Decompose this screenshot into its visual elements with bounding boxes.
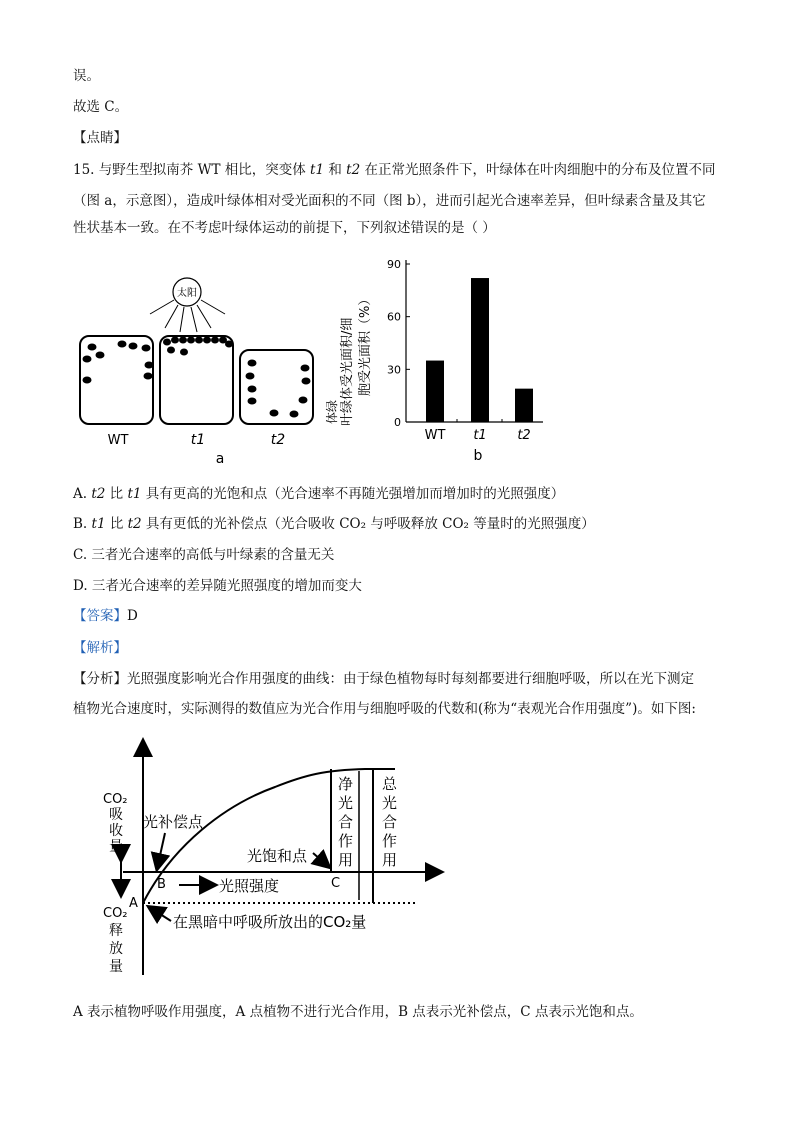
prev-text-2: 故选 C。 (73, 99, 129, 115)
total-label-1: 总 (382, 775, 398, 793)
y-label-line-1: 叶绿体受光面积/细 (340, 317, 355, 426)
saturation-arrow (313, 853, 329, 867)
total-label-4: 作 (382, 832, 398, 850)
note-heading: 【点睛】 (73, 130, 127, 146)
mutant-t1: t1 (310, 162, 325, 178)
answer-value: D (127, 608, 138, 624)
option-a-text: 比 (105, 486, 128, 502)
caption-b: b (473, 448, 483, 464)
point-b: B (157, 877, 166, 892)
co2-bottom-label: CO₂ (103, 906, 128, 921)
sun-label: 太阳 (177, 288, 197, 299)
chloroplasts-t1 (163, 337, 233, 356)
option-b-text-2: 具有更低的光补偿点（光合吸收 CO₂ 与呼吸释放 CO₂ 等量时的光照强度） (141, 516, 595, 532)
label-t1: t1 (190, 432, 206, 448)
absorb-label-3: 量 (109, 839, 123, 855)
net-label-4: 作 (338, 832, 354, 850)
bar-wt (426, 361, 444, 422)
y-tick-label: 60 (387, 310, 401, 324)
answer (73, 606, 138, 626)
label-t2: t2 (270, 432, 286, 448)
x-tick-label: t2 (517, 428, 531, 443)
dark-respiration-label: 在黑暗中呼吸所放出的CO₂量 (173, 913, 367, 931)
dark-resp-arrow (149, 907, 171, 921)
net-label-2: 光 (338, 794, 354, 812)
answer-label: 【答案】 (73, 608, 127, 624)
analysis-line-2: 植物光合速度时，实际测得的数值应为光合作用与细胞呼吸的代数和(称为“表观光合作用强度”)。如下图: (73, 701, 696, 717)
release-label-3: 量 (109, 959, 123, 975)
analysis-sub-heading: 【分析】 (73, 671, 127, 687)
sun-rays (150, 300, 225, 332)
release-label-1: 释 (109, 923, 123, 939)
question-stem-line-2: （图 a，示意图），造成叶绿体相对受光面积的不同（图 b），进而引起光合速率差异，但叶绿素含量及其它 (73, 193, 706, 209)
bar-t2 (515, 389, 533, 422)
net-label-3: 合 (338, 813, 354, 831)
total-label-2: 光 (382, 794, 398, 812)
y-label-fold: 体绿 (325, 399, 339, 424)
net-label-5: 用 (338, 851, 354, 869)
stem-text: 在正常光照条件下，叶绿体在叶肉细胞中的分布及位置不同 (360, 162, 716, 178)
question-number: 15. (73, 162, 95, 178)
option-b-text: 比 (105, 516, 128, 532)
option-c[interactable]: C. 三者光合速率的高低与叶绿素的含量无关 (73, 547, 335, 563)
option-a[interactable] (73, 484, 564, 504)
option-b[interactable] (73, 514, 595, 534)
option-a-text-2: 具有更高的光饱和点（光合速率不再随光强增加而增加时的光照强度） (141, 486, 565, 502)
absorb-label-1: 吸 (109, 807, 123, 823)
y-tick-label: 90 (387, 258, 401, 271)
y-tick-label: 0 (394, 416, 401, 429)
figure-a (70, 270, 340, 470)
chloroplasts-t2 (246, 360, 311, 418)
bar-chart (387, 258, 543, 443)
option-b-label: B. (73, 516, 88, 532)
option-a-mutant: t2 (91, 486, 106, 502)
conclusion: A 表示植物呼吸作用强度，A 点植物不进行光合作用，B 点表示光补偿点，C 点表示光饱和点。 (73, 1004, 643, 1020)
stem-text: 与野生型拟南芥 WT 相比，突变体 (98, 162, 311, 178)
light-intensity-label: 光照强度 (219, 877, 280, 895)
chloroplasts-wt (83, 341, 154, 384)
label-wt: WT (107, 433, 129, 448)
figure-b (318, 250, 558, 465)
light-curve-figure (95, 735, 455, 980)
release-label-2: 放 (109, 941, 123, 957)
point-c: C (331, 876, 341, 891)
analysis-text: 光照强度影响光合作用强度的曲线：由于绿色植物每时每刻都要进行细胞呼吸，所以在光下测定 (127, 671, 694, 687)
option-a-mutant-2: t1 (127, 486, 142, 502)
net-label-1: 净 (338, 775, 354, 793)
mutant-t2: t2 (346, 162, 361, 178)
bar-t1 (471, 278, 489, 422)
y-tick-label: 30 (387, 363, 401, 377)
question-stem-line-3: 性状基本一致。在不考虑叶绿体运动的前提下，下列叙述错误的是（ ） (73, 220, 496, 236)
compensation-arrow (157, 833, 165, 869)
saturation-point-label: 光饱和点 (247, 847, 308, 865)
prev-text-1: 误。 (73, 68, 100, 84)
stem-text: 和 (324, 162, 347, 178)
total-label-5: 用 (382, 851, 398, 869)
y-label-line-2: 胞受光面积（%） (358, 292, 373, 396)
caption-a: a (215, 451, 225, 467)
question-stem-line-1 (73, 160, 715, 180)
option-b-mutant: t1 (91, 516, 106, 532)
option-b-mutant-2: t2 (127, 516, 142, 532)
total-label-3: 合 (382, 813, 398, 831)
absorb-label-2: 收 (109, 823, 123, 839)
x-tick-label: WT (424, 428, 446, 443)
option-d[interactable]: D. 三者光合速率的差异随光照强度的增加而变大 (73, 578, 362, 594)
compensation-point-label: 光补偿点 (143, 813, 204, 831)
x-tick-label: t1 (473, 428, 487, 443)
co2-top-label: CO₂ (103, 792, 128, 807)
option-a-label: A. (73, 486, 88, 502)
analysis-heading: 【解析】 (73, 640, 127, 656)
point-a: A (129, 896, 138, 911)
analysis-line-1 (73, 669, 694, 689)
